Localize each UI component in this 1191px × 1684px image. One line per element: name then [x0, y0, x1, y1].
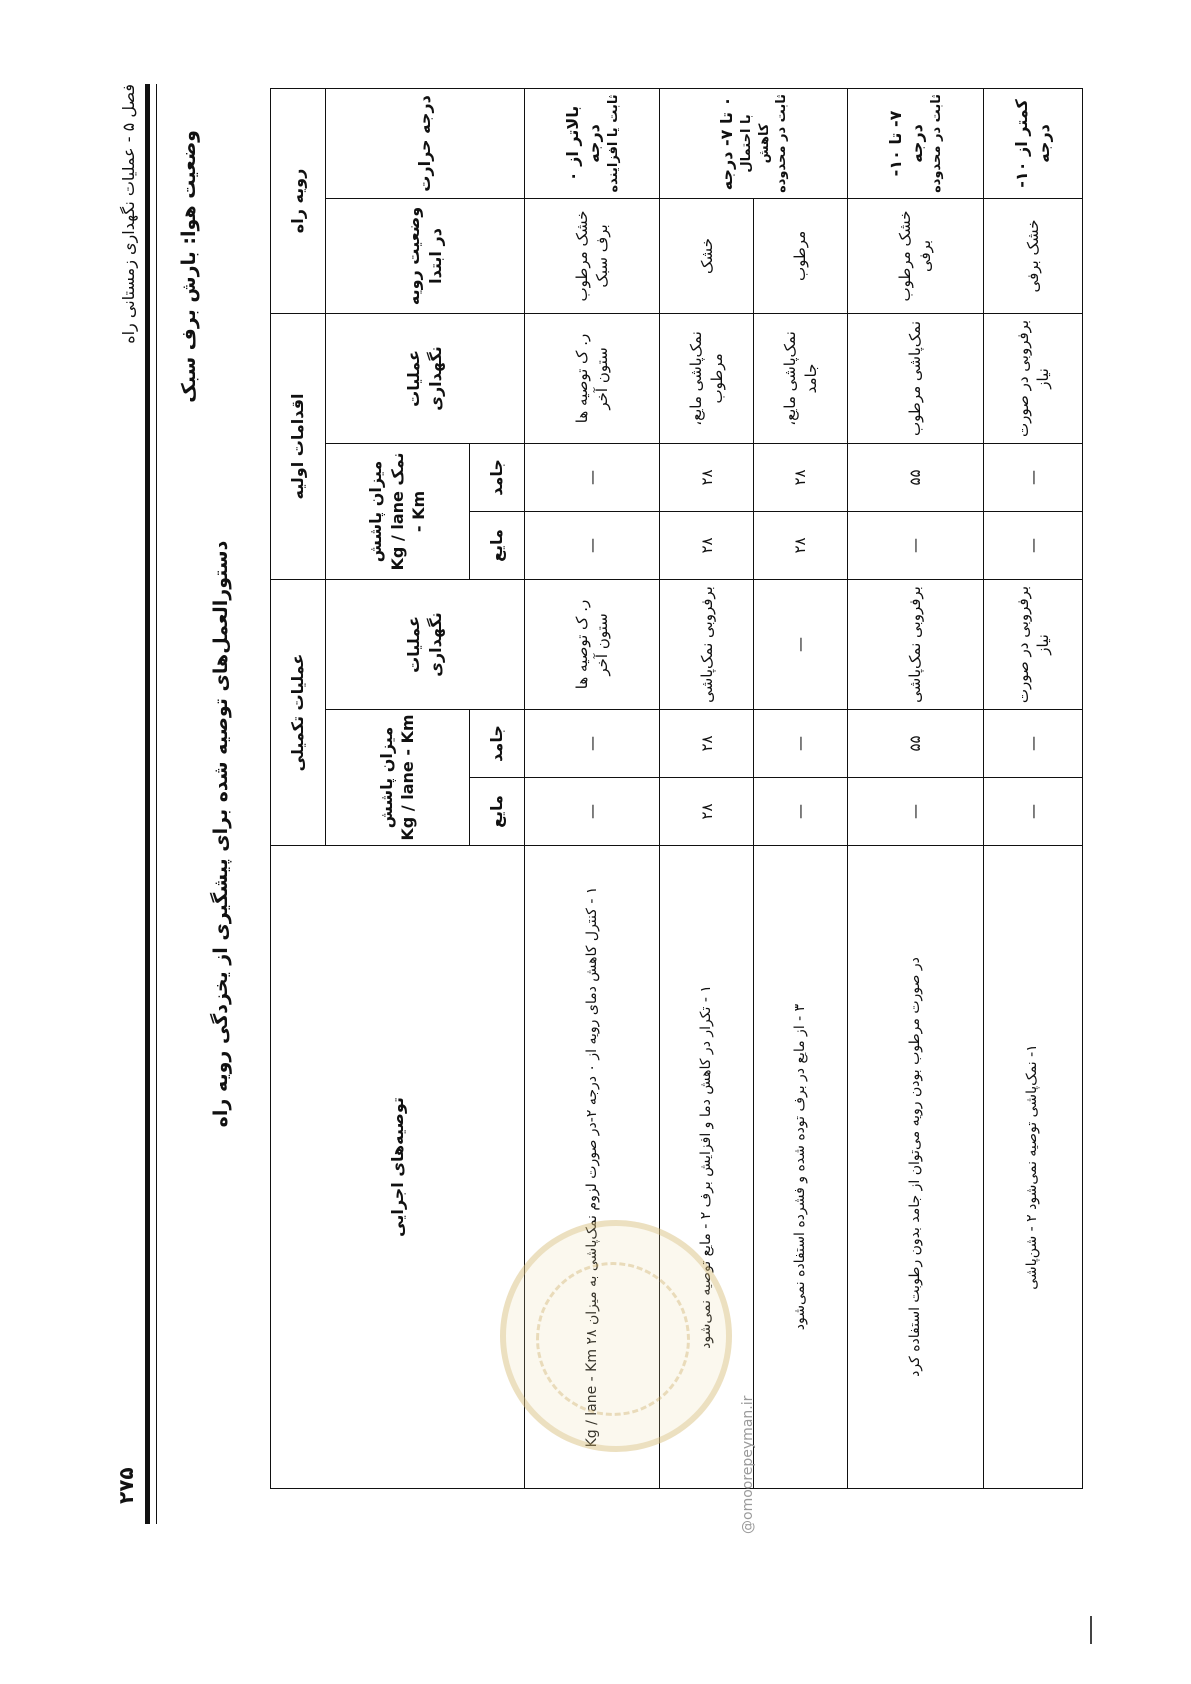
- temp-value: ۷- تا ۱۰- درجه: [885, 110, 927, 177]
- header-salt-rate: میزان پاشش نمک Kg / lane - Km: [325, 443, 469, 579]
- maint-cell: برفروبی نمک‌پاشی: [660, 579, 754, 709]
- header-solid-2: جامد: [469, 709, 524, 777]
- maint-cell: ر. ک توصیه ها ستون آخر: [524, 579, 660, 709]
- solid-cell: —: [524, 443, 660, 511]
- chapter-title: فصل ۵ - عملیات نگهداری زمستانی راه: [119, 84, 138, 344]
- advice-cell: ۱- نمک‌پاشی توصیه نمی‌شود ۲ - شن‌پاشی: [983, 846, 1082, 1489]
- solid-cell: —: [524, 709, 660, 777]
- liquid-cell: —: [847, 511, 983, 579]
- temp-cell: [983, 88, 1082, 198]
- page-header: [60, 84, 150, 1524]
- header-initial-ops: اقدامات اولیه: [271, 313, 326, 579]
- watermark-seal-icon: [500, 1220, 732, 1452]
- weather-title: وضعیت هوا: بارش برف سبک: [178, 130, 200, 403]
- temp-value: ۰ تا ۷- درجه: [717, 96, 737, 191]
- maint-cell: ر. ک توصیه ها ستون آخر: [524, 313, 660, 443]
- liquid-cell: —: [524, 777, 660, 845]
- temp-value: کمتر از ۱۰- درجه: [1012, 99, 1053, 188]
- table-row: [754, 88, 848, 1488]
- header-rule: [145, 84, 150, 1524]
- maint-cell: برفروبی نمک‌پاشی: [847, 579, 983, 709]
- liquid-cell: ۲۸: [660, 777, 754, 845]
- state-cell: خشک مرطوب برف سبک: [524, 198, 660, 313]
- state-cell: خشک مرطوب برفی: [847, 198, 983, 313]
- temp-note: با احتمال کاهش: [739, 114, 772, 173]
- solid-cell: ۲۸: [660, 709, 754, 777]
- advice-cell: ۱ - تکرار در کاهش دما و افزایش برف ۲ - مایع توصیه نمی‌شود: [660, 846, 754, 1489]
- maint-cell: —: [754, 579, 848, 709]
- liquid-cell: —: [983, 511, 1082, 579]
- state-cell: مرطوب: [754, 198, 848, 313]
- header-temp: درجه حرارت: [325, 88, 524, 198]
- advice-cell: ۳ - از مایع در برف توده شده و فشرده استفاده نمی‌شود: [754, 846, 848, 1489]
- maint-cell: نمک‌پاشی مایع، جامد: [754, 313, 848, 443]
- header-supp-ops: عملیات تکمیلی: [271, 579, 326, 845]
- liquid-cell: ۲۸: [754, 511, 848, 579]
- header-initial-state: وضعیت رویه در ابتدا: [325, 198, 524, 313]
- solid-cell: ۵۵: [847, 709, 983, 777]
- watermark-text: @omoorepeyman.ir: [740, 1395, 756, 1534]
- header-solid-1: جامد: [469, 443, 524, 511]
- temp-note: ثابت در محدوده: [774, 93, 790, 193]
- header-maint-1: عملیات نگهداری: [325, 313, 524, 443]
- temp-cell: [847, 88, 983, 198]
- header-maint-2: عملیات نگهداری: [325, 579, 524, 709]
- solid-cell: —: [983, 443, 1082, 511]
- liquid-cell: —: [847, 777, 983, 845]
- maint-cell: برفروبی در صورت نیاز: [983, 579, 1082, 709]
- table-title: دستورالعمل‌های توصیه شده برای پیشگیری از یخزدگی رویه راه: [210, 540, 232, 1128]
- header-surface: رویه راه: [271, 88, 326, 313]
- header-advice: توصیه‌های اجرایی: [271, 846, 525, 1489]
- temp-value: بالاتر از ۰ درجه: [562, 105, 604, 182]
- temp-cell: [524, 88, 660, 198]
- solid-cell: ۲۸: [754, 443, 848, 511]
- liquid-cell: —: [524, 511, 660, 579]
- page-number: ۲۷۵: [114, 1467, 138, 1504]
- maint-cell: نمک‌پاشی مایع، مرطوب: [660, 313, 754, 443]
- maint-cell: نمک‌پاشی مرطوب: [847, 313, 983, 443]
- header-liquid-2: مایع: [469, 777, 524, 845]
- state-cell: خشک: [660, 198, 754, 313]
- solid-cell: —: [754, 709, 848, 777]
- table-row: [983, 88, 1082, 1488]
- advice-cell: در صورت مرطوب بودن رویه می‌توان از جامد بدون رطوبت استفاده کرد: [847, 846, 983, 1489]
- liquid-cell: —: [983, 777, 1082, 845]
- temp-cell: [660, 88, 848, 198]
- temp-note: ثابت یا افزاینده: [605, 94, 621, 193]
- liquid-cell: —: [754, 777, 848, 845]
- solid-cell: ۵۵: [847, 443, 983, 511]
- header-liquid-1: مایع: [469, 511, 524, 579]
- state-cell: خشک برفی: [983, 198, 1082, 313]
- maint-cell: برفروبی در صورت نیاز: [983, 313, 1082, 443]
- header-rule-thin: [156, 84, 158, 1524]
- liquid-cell: ۲۸: [660, 511, 754, 579]
- header-spread-rate: میزان پاشش Kg / lane - Km: [325, 709, 469, 845]
- temp-note: ثابت در محدوده: [929, 93, 945, 193]
- solid-cell: —: [983, 709, 1082, 777]
- advice-cell: ۱ - کنترل کاهش دمای رویه از ۰ درجه ۲-در صورت لزوم نمک‌پاشی به میزان ۲۸ Kg / lane - Km: [524, 846, 660, 1489]
- margin-mark: [1090, 1616, 1092, 1644]
- solid-cell: ۲۸: [660, 443, 754, 511]
- table-row: [847, 88, 983, 1488]
